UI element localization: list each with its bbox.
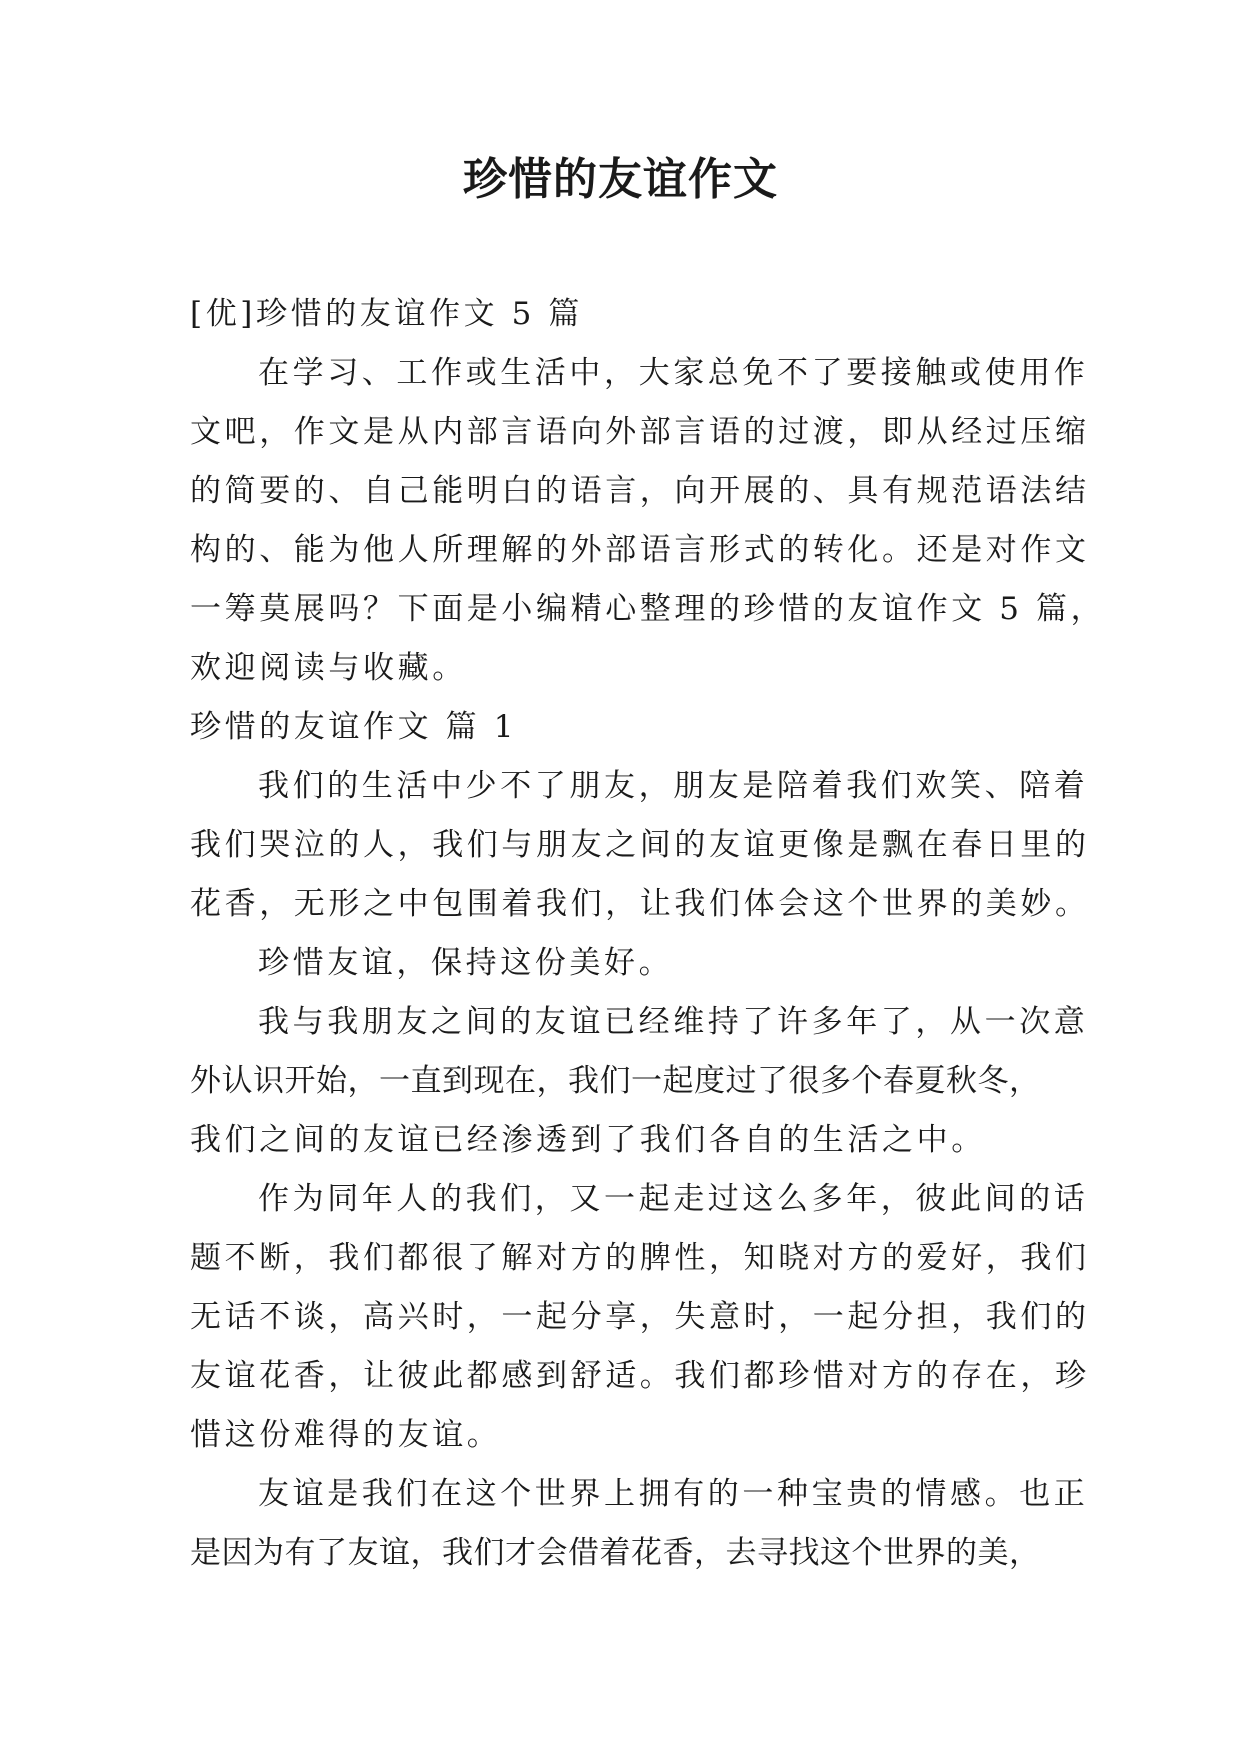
text-line: 在学习、工作或生活中，大家总免不了要接触或使用作 <box>258 355 1089 391</box>
text-line: 花香，无形之中包围着我们，让我们体会这个世界的美妙。 <box>190 886 1090 922</box>
text-line: 构的、能为他人所理解的外部语言形式的转化。还是对作文 <box>190 532 1090 568</box>
text-line: 无话不谈，高兴时，一起分享，失意时，一起分担，我们的 <box>190 1299 1090 1335</box>
text-line: 珍惜友谊，保持这份美好。 <box>258 945 674 981</box>
text-line: 一筹莫展吗？下面是小编精心整理的珍惜的友谊作文 5 篇， <box>190 591 1106 627</box>
document-subtitle: [优]珍惜的友谊作文 5 篇 <box>190 296 584 332</box>
body-paragraph <box>190 993 1089 1170</box>
text-line: 文吧，作文是从内部言语向外部言语的过渡，即从经过压缩 <box>190 414 1090 450</box>
text-line: 我们的生活中少不了朋友，朋友是陪着我们欢笑、陪着 <box>258 768 1089 804</box>
section-heading: 珍惜的友谊作文 篇 1 <box>190 709 518 745</box>
text-line: 我与我朋友之间的友谊已经维持了许多年了，从一次意 <box>258 1004 1089 1040</box>
text-line: 友谊是我们在这个世界上拥有的一种宝贵的情感。也正 <box>258 1476 1089 1512</box>
document-title: 珍惜的友谊作文 <box>463 154 778 205</box>
text-line: 题不断，我们都很了解对方的脾性，知晓对方的爱好，我们 <box>190 1240 1090 1276</box>
body-paragraph <box>190 1170 1090 1465</box>
text-line: 是因为有了友谊，我们才会借着花香，去寻找这个世界的美， <box>190 1535 1041 1571</box>
body-paragraph <box>190 757 1090 934</box>
text-line: 我们哭泣的人，我们与朋友之间的友谊更像是飘在春日里的 <box>190 827 1090 863</box>
document-body <box>190 285 1106 1583</box>
text-line: 外认识开始，一直到现在，我们一起度过了很多个春夏秋冬， <box>190 1063 1041 1099</box>
text-line: 的简要的、自己能明白的语言，向开展的、具有规范语法结 <box>190 473 1090 509</box>
intro-paragraph <box>190 344 1106 698</box>
text-line: 作为同年人的我们，又一起走过这么多年，彼此间的话 <box>258 1181 1089 1217</box>
body-paragraph <box>190 1465 1089 1583</box>
body-paragraph <box>190 934 1060 993</box>
text-line: 友谊花香，让彼此都感到舒适。我们都珍惜对方的存在，珍 <box>190 1358 1090 1394</box>
text-line: 惜这份难得的友谊。 <box>190 1417 502 1453</box>
text-line: 欢迎阅读与收藏。 <box>190 650 467 686</box>
text-line: 我们之间的友谊已经渗透到了我们各自的生活之中。 <box>190 1122 986 1158</box>
